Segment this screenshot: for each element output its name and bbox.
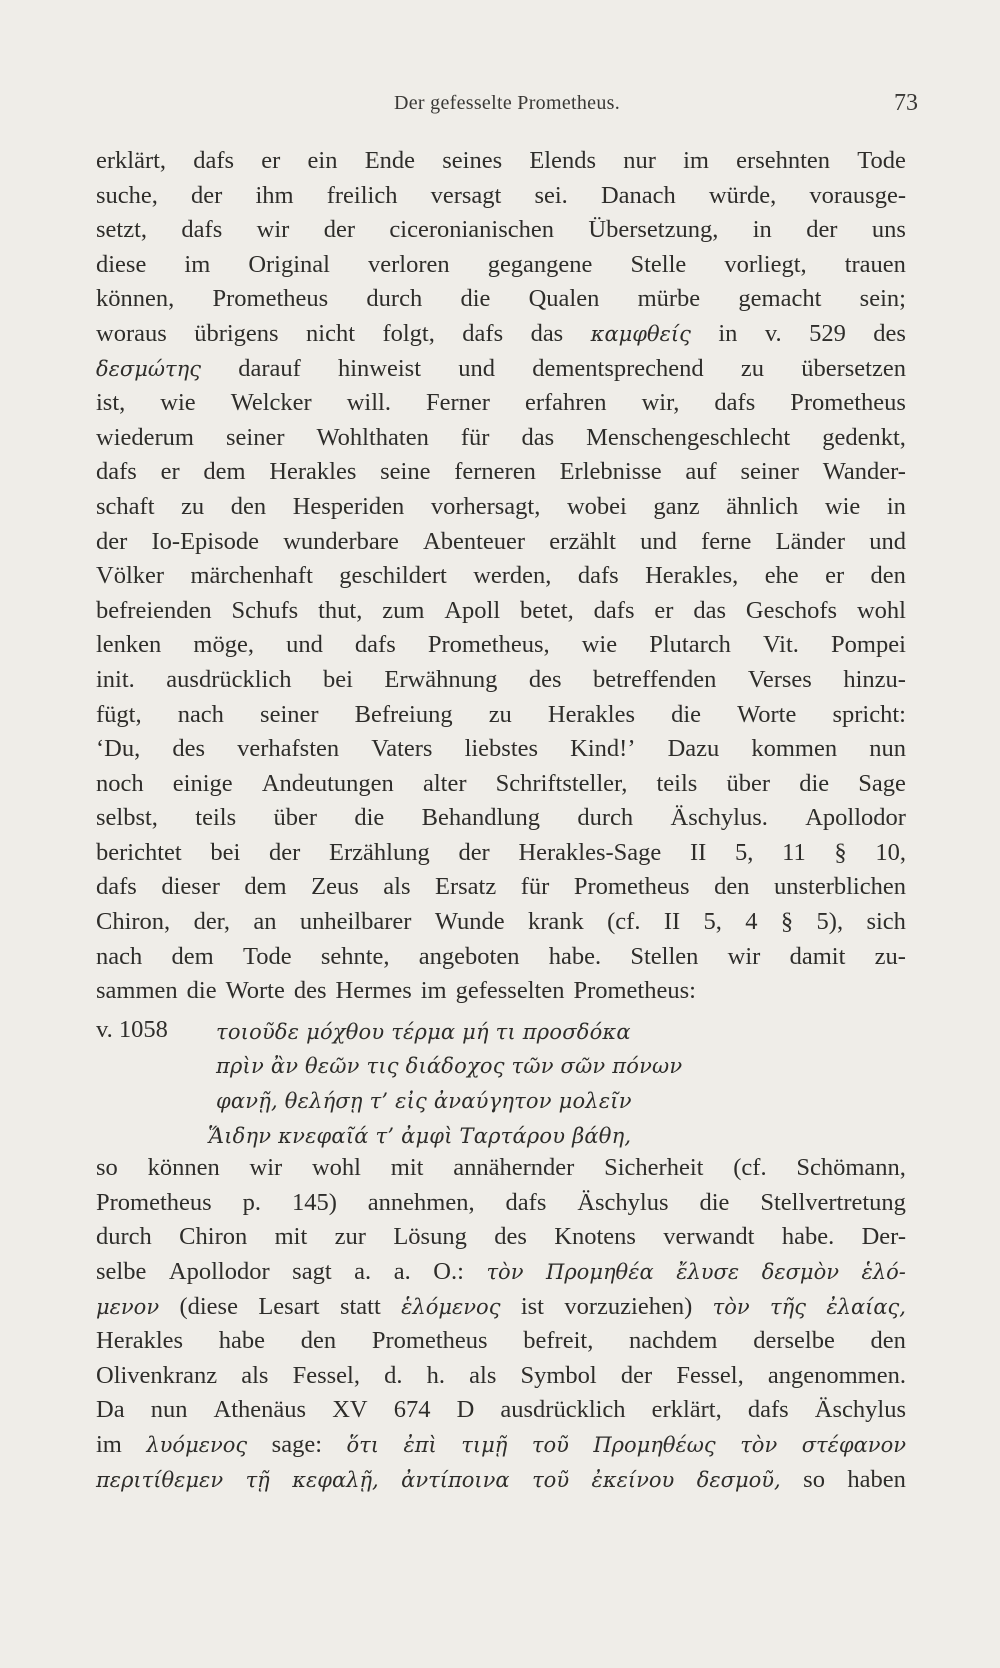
text-line: sammen die Worte des Hermes im gefesselten Prometheus: xyxy=(96,977,696,1005)
text-line: ist, wie Welcker will. Ferner erfahren wir, dafs Prometheus xyxy=(96,389,906,417)
verse-line xyxy=(96,1013,906,1048)
verse-number xyxy=(96,1047,216,1082)
text-line: der Io-Episode wunderbare Abenteuer erzählt und ferne Länder und xyxy=(96,527,906,555)
verse-line xyxy=(96,1117,906,1152)
text-line: berichtet bei der Erzählung der Herakles-Sage II 5, 11 § 10, xyxy=(96,838,906,866)
page-number: 73 xyxy=(894,90,918,116)
paragraph-1 xyxy=(96,144,906,1009)
text-line: noch einige Andeutungen alter Schriftsteller, teils über die Sage xyxy=(96,769,906,797)
text-line: fügt, nach seiner Befreiung zu Herakles die Worte spricht: xyxy=(96,700,906,728)
text-line: befreienden Schufs thut, zum Apoll betet, dafs er das Geschofs wohl xyxy=(96,596,906,624)
text-line: suche, der ihm freilich versagt sei. Danach würde, vorausge- xyxy=(96,181,906,209)
text-line: wiederum seiner Wohlthaten für das Menschengeschlecht gedenkt, xyxy=(96,423,906,451)
text-line: Prometheus p. 145) annehmen, dafs Äschylus die Stellvertretung xyxy=(96,1188,906,1216)
paragraph-2 xyxy=(96,1151,906,1497)
verse-number xyxy=(96,1117,216,1152)
text-line: μενον (diese Lesart statt ἑλόμενος ist vorzuziehen) τὸν τῆς ἐλαίας, xyxy=(96,1292,906,1320)
body-text xyxy=(96,144,906,1497)
text-line: Herakles habe den Prometheus befreit, nachdem derselbe den xyxy=(96,1327,906,1355)
text-line: dafs dieser dem Zeus als Ersatz für Prometheus den unsterblichen xyxy=(96,873,906,901)
verse-text: τοιοῦδε μόχθου τέρμα μή τι προσδόκα xyxy=(216,1019,631,1044)
verse-line xyxy=(96,1082,906,1117)
verse-text: φανῇ, θελήσῃ τ’ εἰς ἀναύγητον μολεῖν xyxy=(216,1089,632,1114)
text-line: nach dem Tode sehnte, angeboten habe. Stellen wir damit zu- xyxy=(96,942,906,970)
text-line: so können wir wohl mit annähernder Sicherheit (cf. Schömann, xyxy=(96,1154,906,1182)
text-line: Völker märchenhaft geschildert werden, dafs Herakles, ehe er den xyxy=(96,562,906,590)
verse-text: Ἅιδην κνεφαῖά τ’ ἀμφὶ Ταρτάρου βάθη, xyxy=(208,1123,632,1148)
text-line: erklärt, dafs er ein Ende seines Elends nur im ersehnten Tode xyxy=(96,147,906,174)
text-line: können, Prometheus durch die Qualen mürbe gemacht sein; xyxy=(96,285,906,313)
verse-number xyxy=(96,1082,216,1117)
text-line: selbst, teils über die Behandlung durch Äschylus. Apollodor xyxy=(96,804,906,832)
text-line: Da nun Athenäus XV 674 D ausdrücklich erklärt, dafs Äschylus xyxy=(96,1396,906,1424)
text-line: diese im Original verloren gegangene Stelle vorliegt, trauen xyxy=(96,250,906,278)
text-line: περιτίθεμεν τῇ κεφαλῇ, ἀντίποινα τοῦ ἐκείνου δεσμοῦ, so haben xyxy=(96,1465,906,1493)
text-line: dafs er dem Herakles seine ferneren Erlebnisse auf seiner Wander- xyxy=(96,458,906,486)
verse-text: πρὶν ἂν θεῶν τις διάδοχος τῶν σῶν πόνων xyxy=(216,1054,683,1079)
text-line: δεσμώτης darauf hinweist und dementsprechend zu übersetzen xyxy=(96,354,906,382)
text-line: init. ausdrücklich bei Erwähnung des betreffenden Verses hinzu- xyxy=(96,665,906,693)
text-line: Chiron, der, an unheilbarer Wunde krank (cf. II 5, 4 § 5), sich xyxy=(96,908,906,936)
text-line: woraus übrigens nicht folgt, dafs das καμφθείς in v. 529 des xyxy=(96,319,906,347)
verse-number: v. 1058 xyxy=(96,1015,168,1043)
text-line: lenken möge, und dafs Prometheus, wie Plutarch Vit. Pompei xyxy=(96,631,906,659)
page-header xyxy=(96,92,918,122)
running-title: Der gefesselte Prometheus. xyxy=(393,92,621,114)
verse-line xyxy=(96,1047,906,1082)
text-line: ‘Du, des verhafsten Vaters liebstes Kind!’ Dazu kommen nun xyxy=(96,735,906,763)
text-line: selbe Apollodor sagt a. a. O.: τὸν Προμηθέα ἔλυσε δεσμὸν ἑλό- xyxy=(96,1258,906,1285)
verse-quotation xyxy=(96,1013,906,1151)
text-line: Olivenkranz als Fessel, d. h. als Symbol der Fessel, angenommen. xyxy=(96,1361,906,1389)
text-line: schaft zu den Hesperiden vorhersagt, wobei ganz ähnlich wie in xyxy=(96,492,906,520)
text-line: im λυόμενος sage: ὅτι ἐπὶ τιμῇ τοῦ Προμηθέως τὸν στέφανον xyxy=(96,1430,906,1458)
text-line: durch Chiron mit zur Lösung des Knotens verwandt habe. Der- xyxy=(96,1223,906,1251)
text-line: setzt, dafs wir der ciceronianischen Übersetzung, in der uns xyxy=(96,216,906,244)
